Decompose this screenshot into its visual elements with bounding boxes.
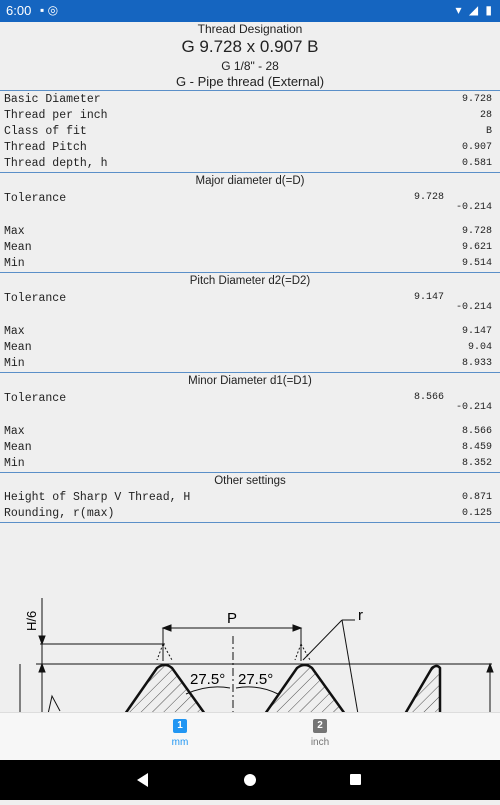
- param-row: Rounding, r(max) 0.125: [4, 507, 492, 520]
- thread-type: G - Pipe thread (External): [175, 74, 325, 89]
- angle-label-right: 27.5°: [238, 671, 274, 688]
- inch-tab-icon: 2: [313, 719, 327, 733]
- bottom-navigation: [0, 712, 500, 761]
- minor-section: [0, 373, 500, 472]
- designation-label: Thread Designation: [197, 22, 303, 36]
- divider: [0, 522, 500, 523]
- major-section: [0, 173, 500, 272]
- home-icon[interactable]: [244, 774, 256, 786]
- pitch-section: [0, 273, 500, 372]
- back-icon[interactable]: [137, 773, 148, 787]
- param-row: Min 8.933: [4, 357, 492, 370]
- designation-sub: G 1/8" - 28: [221, 59, 279, 73]
- section-title: Pitch Diameter d2(=D2): [189, 275, 311, 287]
- clock: 6:00: [6, 3, 32, 18]
- status-bar: [0, 0, 500, 22]
- param-row: Max 8.566: [4, 425, 492, 438]
- system-status-icons: ▾ ◢ ▮: [455, 3, 494, 17]
- recents-icon[interactable]: [350, 774, 361, 785]
- param-row: Thread depth, h 0.581: [4, 157, 492, 170]
- param-row: Min 8.352: [4, 457, 492, 470]
- tolerance-row: Tolerance 9.728 -0.214: [4, 192, 492, 213]
- thread-profile-diagram: [0, 536, 500, 714]
- tab-inch[interactable]: [280, 719, 360, 748]
- designation-value: G 9.728 x 0.907 B: [181, 37, 319, 56]
- param-row: Mean 9.04: [4, 341, 492, 354]
- param-row: Max 9.147: [4, 325, 492, 338]
- tolerance-row: Tolerance 9.147 -0.214: [4, 292, 492, 313]
- other-section: [0, 473, 500, 522]
- angle-label-left: 27.5°: [190, 671, 226, 688]
- tolerance-row: Tolerance 8.566 -0.214: [4, 392, 492, 413]
- r-leader-1: [303, 620, 342, 660]
- r-leader-2: [342, 620, 358, 714]
- basic-params: [0, 91, 500, 172]
- param-row: Min 9.514: [4, 257, 492, 270]
- param-row: Basic Diameter 9.728: [4, 93, 492, 106]
- param-row: Height of Sharp V Thread, H 0.871: [4, 491, 492, 504]
- thread-tooth-2: [265, 665, 345, 714]
- section-title: Major diameter d(=D): [195, 175, 305, 187]
- h6-label: H/6: [24, 610, 39, 631]
- thread-tooth-3: [405, 666, 440, 714]
- tab-label: inch: [310, 737, 330, 748]
- tab-mm[interactable]: [140, 719, 220, 748]
- param-row: Mean 9.621: [4, 241, 492, 254]
- param-row: Max 9.728: [4, 225, 492, 238]
- thread-header: [0, 22, 500, 90]
- pitch-label: P: [227, 610, 238, 627]
- system-navigation-bar: [0, 760, 500, 800]
- section-title: Other settings: [214, 475, 286, 487]
- param-row: Class of fit B: [4, 125, 492, 138]
- section-title: Minor Diameter d1(=D1): [188, 375, 312, 387]
- param-row: Mean 8.459: [4, 441, 492, 454]
- notification-icons: ▪ ◎: [40, 3, 59, 17]
- rounding-label: r: [358, 607, 363, 624]
- param-row: Thread Pitch 0.907: [4, 141, 492, 154]
- param-row: Thread per inch 28: [4, 109, 492, 122]
- tab-label: mm: [171, 737, 189, 748]
- mm-tab-icon: 1: [173, 719, 187, 733]
